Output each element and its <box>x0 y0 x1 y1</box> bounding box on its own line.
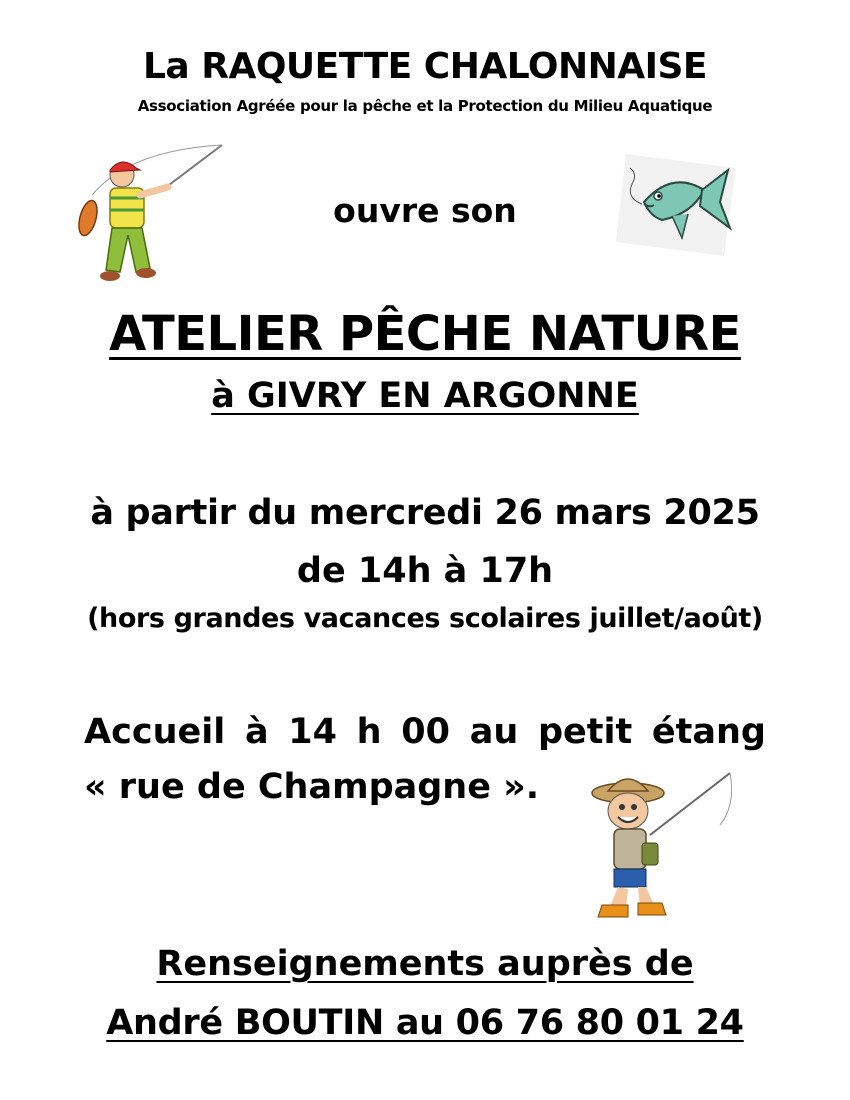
event-exception: (hors grandes vacances scolaires juillet/août) <box>87 603 763 634</box>
event-hours: de 14h à 17h <box>296 551 554 591</box>
contact-line-1: Renseignements auprès de <box>156 944 694 984</box>
welcome-line-2: « rue de Champagne ». <box>84 767 540 807</box>
org-name: La RAQUETTE CHALONNAISE <box>142 46 708 87</box>
event-title: ATELIER PÊCHE NATURE <box>109 306 741 362</box>
org-subtitle: Association Agréée pour la pêche et la Protection du Milieu Aquatique <box>137 97 713 115</box>
welcome-line-1: Accueil à 14 h 00 au petit étang <box>84 712 766 752</box>
fisherman-hat-icon <box>580 765 740 925</box>
event-start-date: à partir du mercredi 26 mars 2025 <box>90 493 760 533</box>
fish-icon <box>612 150 740 260</box>
event-location: à GIVRY EN ARGONNE <box>211 376 639 416</box>
contact-line-2: André BOUTIN au 06 76 80 01 24 <box>106 1003 744 1043</box>
intro-text: ouvre son <box>333 191 517 230</box>
